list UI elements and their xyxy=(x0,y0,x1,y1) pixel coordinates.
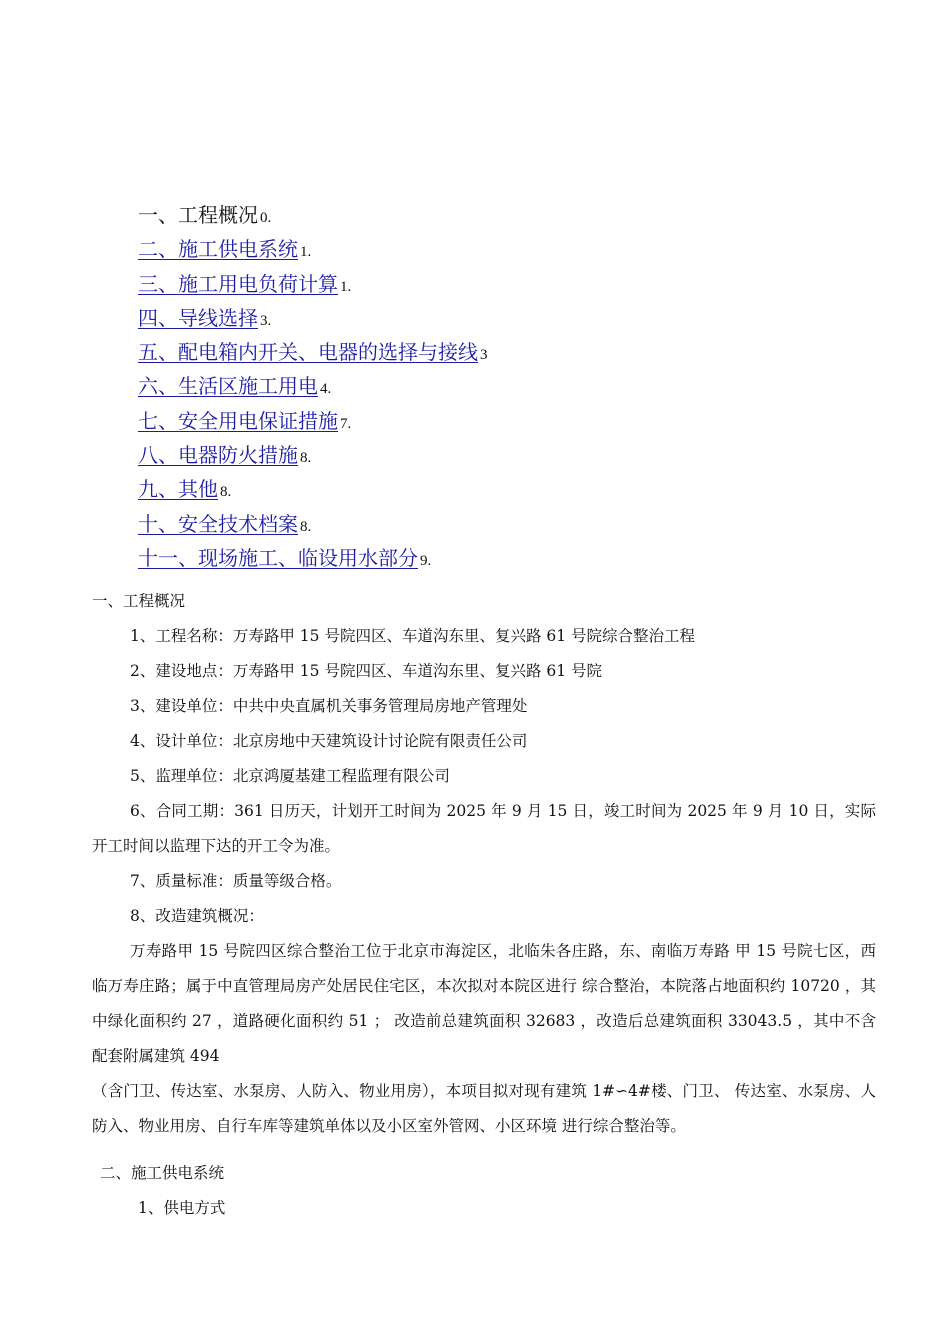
project-item: 3、建设单位：中共中央直属机关事务管理局房地产管理处 xyxy=(130,697,528,715)
building-overview-paragraph: （含门卫、传达室、水泵房、人防入、物业用房），本项目拟对现有建筑 1#∽4#楼、门卫、 传达室、水泵房、人防入、物业用房、自行车库等建筑单体以及小区室外管网、小区环境 进行综合整治等。 xyxy=(92,1082,876,1135)
toc-item-page: 7. xyxy=(340,415,352,432)
document-body xyxy=(92,584,876,1226)
toc-item-page: 1. xyxy=(300,244,312,261)
toc-item-title[interactable]: 三、施工用电负荷计算 xyxy=(138,271,338,296)
project-item: 1、工程名称：万寿路甲 15 号院四区、车道沟东里、复兴路 61 号院综合整治工程 xyxy=(130,627,696,645)
toc-item[interactable] xyxy=(138,438,488,472)
project-item: 7、质量标准：质量等级合格。 xyxy=(130,872,342,890)
subsection-heading: 1、供电方式 xyxy=(138,1199,226,1217)
toc-item-page: 3 xyxy=(480,347,488,364)
toc-item-page: 0. xyxy=(260,210,272,226)
toc-item-title[interactable]: 七、安全用电保证措施 xyxy=(138,408,338,433)
project-item: 5、监理单位：北京鸿厦基建工程监理有限公司 xyxy=(130,767,450,785)
toc-item[interactable] xyxy=(138,541,488,575)
toc-item-page: 8. xyxy=(300,450,312,467)
toc-item[interactable] xyxy=(138,335,488,369)
toc-item-title[interactable]: 十一、现场施工、临设用水部分 xyxy=(138,545,418,570)
toc-item-title[interactable]: 四、导线选择 xyxy=(138,305,258,330)
toc-item-page: 8. xyxy=(220,484,232,501)
building-overview-paragraph: 万寿路甲 15 号院四区综合整治工位于北京市海淀区，北临朱各庄路，东、南临万寿路 甲 15 号院七区，西临万寿庄路；属于中直管理局房产处居民住宅区，本次拟对本院区进行 综合整治，本院落占地面积约 10720 ，其中绿化面积约 27 ，道路硬化面积约 51 ； 改造前总建筑面积 32683 ，改造后总建筑面积 33043.5 ，其中不含配套附属建筑 494 xyxy=(92,942,876,1065)
toc-item[interactable] xyxy=(138,404,488,438)
toc-item-title[interactable]: 八、电器防火措施 xyxy=(138,443,298,468)
toc-item[interactable] xyxy=(138,369,488,403)
toc-item-title[interactable]: 九、其他 xyxy=(138,477,218,502)
toc-item-title[interactable]: 一、工程概况 xyxy=(138,203,258,227)
project-item: 2、建设地点：万寿路甲 15 号院四区、车道沟东里、复兴路 61 号院 xyxy=(130,662,603,680)
toc-item[interactable] xyxy=(138,301,488,335)
toc-item-page: 3. xyxy=(260,312,272,329)
toc-item-title[interactable]: 十、安全技术档案 xyxy=(138,511,298,536)
toc-item[interactable] xyxy=(138,507,488,541)
toc-item[interactable] xyxy=(138,472,488,506)
project-item: 4、设计单位：北京房地中天建筑设计讨论院有限责任公司 xyxy=(130,732,528,750)
project-item: 6、合同工期：361 日历天，计划开工时间为 2025 年 9 月 15 日，竣工时间为 2025 年 9 月 10 日，实际开工时间以监理下达的开工令为准。 xyxy=(92,802,876,855)
toc-item-page: 4. xyxy=(320,381,332,398)
toc-item-page: 1. xyxy=(340,278,352,295)
project-item: 8、改造建筑概况： xyxy=(130,907,264,925)
toc-item[interactable] xyxy=(138,232,488,266)
section-heading: 二、施工供电系统 xyxy=(100,1164,225,1182)
table-of-contents xyxy=(138,198,488,575)
toc-item-title[interactable]: 五、配电箱内开关、电器的选择与接线 xyxy=(138,340,478,365)
toc-item-title[interactable]: 二、施工供电系统 xyxy=(138,237,298,262)
toc-item[interactable] xyxy=(138,198,488,232)
toc-item-page: 8. xyxy=(300,518,312,535)
toc-item-title[interactable]: 六、生活区施工用电 xyxy=(138,374,318,399)
toc-item-page: 9. xyxy=(420,552,432,569)
section-heading: 一、工程概况 xyxy=(92,592,186,610)
toc-item[interactable] xyxy=(138,267,488,301)
